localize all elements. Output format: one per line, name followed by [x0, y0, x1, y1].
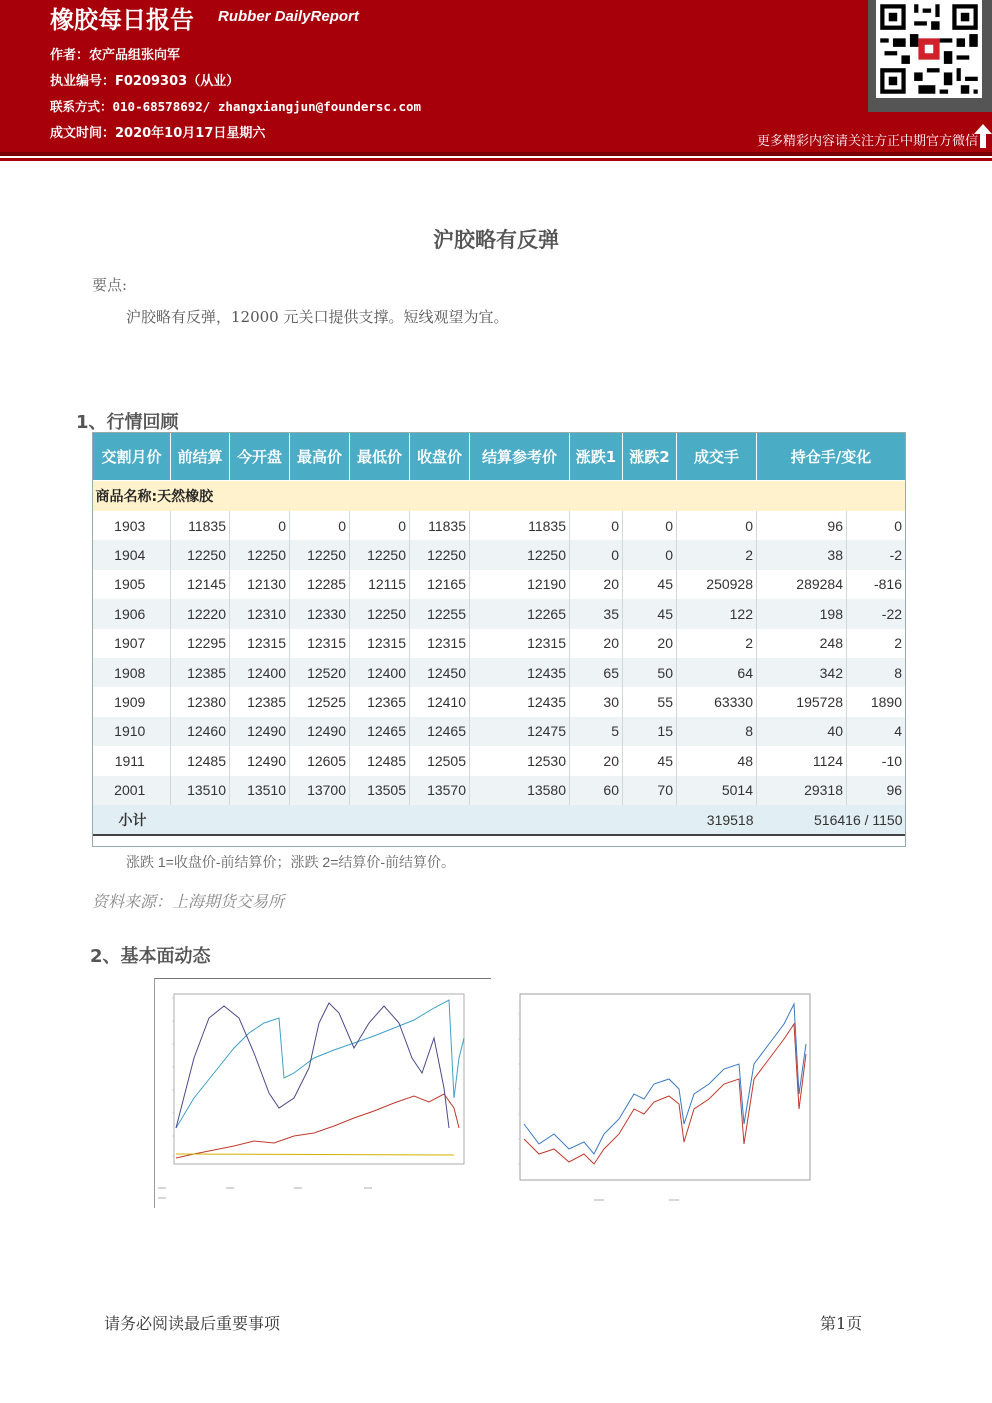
table-cell: 0: [623, 511, 677, 540]
table-row: [93, 599, 906, 628]
table-cell: -22: [847, 599, 906, 628]
table-cell: 12250: [230, 540, 290, 569]
table-cell: 12250: [350, 599, 410, 628]
table-cell: 12190: [470, 570, 570, 599]
col-header: 涨跌2: [623, 433, 677, 481]
table-cell: 12485: [171, 746, 230, 775]
table-cell: 0: [290, 511, 350, 540]
subtotal-label: 小计: [93, 805, 677, 835]
table-cell: 12250: [410, 540, 470, 569]
table-cell: 289284: [757, 570, 847, 599]
table-cell: 20: [570, 570, 623, 599]
table-cell: 45: [623, 599, 677, 628]
inventory-price-chart: [154, 978, 491, 1208]
table-cell: 35: [570, 599, 623, 628]
table-cell: 1906: [93, 599, 171, 628]
table-cell: 30: [570, 687, 623, 716]
arrow-up-icon: [974, 124, 992, 148]
table-cell: 1910: [93, 717, 171, 746]
table-cell: 342: [757, 658, 847, 687]
table-row: [93, 746, 906, 775]
table-cell: 12145: [171, 570, 230, 599]
page-number: 第1页: [820, 1314, 863, 1333]
table-cell: 12385: [230, 687, 290, 716]
table-cell: 13700: [290, 776, 350, 805]
table-cell: 12380: [171, 687, 230, 716]
table-cell: 12250: [350, 540, 410, 569]
table-cell: 50: [623, 658, 677, 687]
table-cell: 12490: [230, 746, 290, 775]
table-cell: 11835: [410, 511, 470, 540]
table-cell: 12315: [290, 629, 350, 658]
col-header: 交割月价: [93, 433, 171, 481]
table-cell: 8: [847, 658, 906, 687]
table-cell: 96: [847, 776, 906, 805]
product-name: 商品名称:天然橡胶: [93, 481, 906, 512]
stock-chart: [494, 984, 838, 1210]
table-cell: 13510: [171, 776, 230, 805]
col-header: 持仓手/变化: [757, 433, 906, 481]
table-cell: 1911: [93, 746, 171, 775]
table-cell: 11835: [470, 511, 570, 540]
table-cell: 63330: [677, 687, 757, 716]
table-cell: 12315: [350, 629, 410, 658]
table-note: 涨跌 1=收盘价-前结算价；涨跌 2=结算价-前结算价。: [126, 854, 456, 870]
table-row: [93, 717, 906, 746]
table-cell: 1909: [93, 687, 171, 716]
table-cell: -2: [847, 540, 906, 569]
table-cell: 12505: [410, 746, 470, 775]
table-cell: 1903: [93, 511, 171, 540]
table-row: [93, 540, 906, 569]
table-cell: 12465: [410, 717, 470, 746]
col-header: 今开盘: [230, 433, 290, 481]
table-cell: 20: [570, 746, 623, 775]
col-header: 最高价: [290, 433, 350, 481]
table-row: [93, 776, 906, 805]
table-cell: 96: [757, 511, 847, 540]
table-cell: 12520: [290, 658, 350, 687]
table-cell: 12435: [470, 658, 570, 687]
table-cell: 12465: [350, 717, 410, 746]
report-title-cn: 橡胶每日报告: [50, 6, 194, 34]
table-cell: 12385: [171, 658, 230, 687]
table-cell: 45: [623, 746, 677, 775]
col-header: 结算参考价: [470, 433, 570, 481]
table-cell: 0: [847, 511, 906, 540]
key-points-text: 沪胶略有反弹，12000 元关口提供支撑。短线观望为宜。: [126, 308, 509, 326]
table-header-row: [93, 433, 906, 481]
table-cell: 12525: [290, 687, 350, 716]
table-cell: 0: [230, 511, 290, 540]
table-cell: 12295: [171, 629, 230, 658]
table-cell: 2001: [93, 776, 171, 805]
table-cell: 1124: [757, 746, 847, 775]
table-cell: 12400: [350, 658, 410, 687]
table-cell: 12250: [171, 540, 230, 569]
table-cell: 8: [677, 717, 757, 746]
data-source: 资料来源：上海期货交易所: [92, 892, 285, 911]
col-header: 前结算: [171, 433, 230, 481]
table-cell: 64: [677, 658, 757, 687]
table-cell: 12315: [410, 629, 470, 658]
table-cell: 55: [623, 687, 677, 716]
section-fundamentals-title: 2、基本面动态: [90, 946, 211, 967]
table-cell: 0: [350, 511, 410, 540]
table-cell: 5: [570, 717, 623, 746]
table-cell: 1907: [93, 629, 171, 658]
table-cell: -816: [847, 570, 906, 599]
table-cell: 12460: [171, 717, 230, 746]
table-cell: 12330: [290, 599, 350, 628]
table-cell: 70: [623, 776, 677, 805]
author-line: 作者：农产品组张向军: [50, 48, 181, 63]
table-row: [93, 570, 906, 599]
table-cell: 1890: [847, 687, 906, 716]
table-cell: 12400: [230, 658, 290, 687]
section-market-review-title: 1、行情回顾: [76, 412, 179, 433]
table-cell: 48: [677, 746, 757, 775]
col-header: 最低价: [350, 433, 410, 481]
table-row: [93, 658, 906, 687]
table-row: [93, 511, 906, 540]
table-cell: 12450: [410, 658, 470, 687]
license-line: 执业编号：F0209303（从业）: [50, 74, 240, 89]
table-cell: 12285: [290, 570, 350, 599]
table-cell: 12265: [470, 599, 570, 628]
table-cell: 12475: [470, 717, 570, 746]
table-cell: 20: [570, 629, 623, 658]
table-cell: 38: [757, 540, 847, 569]
date-line: 成文时间：2020年10月17日星期六: [50, 126, 266, 141]
table-cell: 122: [677, 599, 757, 628]
col-header: 收盘价: [410, 433, 470, 481]
table-row: [93, 629, 906, 658]
qr-code-icon: [876, 0, 982, 98]
table-cell: 60: [570, 776, 623, 805]
wechat-promo: 更多精彩内容请关注方正中期官方微信: [756, 134, 978, 149]
table-cell: 2: [677, 540, 757, 569]
footer-disclaimer: 请务必阅读最后重要事项: [104, 1314, 281, 1333]
table-cell: 12220: [171, 599, 230, 628]
table-cell: 248: [757, 629, 847, 658]
col-header: 成交手: [677, 433, 757, 481]
table-cell: 12530: [470, 746, 570, 775]
key-points-label: 要点:: [92, 276, 128, 294]
table-cell: 5014: [677, 776, 757, 805]
table-cell: 20: [623, 629, 677, 658]
table-cell: 1905: [93, 570, 171, 599]
table-cell: 13505: [350, 776, 410, 805]
table-row: [93, 687, 906, 716]
table-cell: 13570: [410, 776, 470, 805]
table-cell: 1904: [93, 540, 171, 569]
col-header: 涨跌1: [570, 433, 623, 481]
table-cell: 65: [570, 658, 623, 687]
table-cell: 12250: [290, 540, 350, 569]
table-cell: 0: [677, 511, 757, 540]
table-cell: 12490: [290, 717, 350, 746]
table-cell: 195728: [757, 687, 847, 716]
table-cell: 4: [847, 717, 906, 746]
table-cell: 12250: [470, 540, 570, 569]
table-cell: 12490: [230, 717, 290, 746]
table-cell: 12310: [230, 599, 290, 628]
table-cell: 198: [757, 599, 847, 628]
table-cell: 12130: [230, 570, 290, 599]
table-cell: 13510: [230, 776, 290, 805]
table-cell: 12115: [350, 570, 410, 599]
market-table: [92, 432, 906, 836]
subtotal-volume: 319518: [677, 805, 757, 835]
table-cell: 12365: [350, 687, 410, 716]
table-cell: 2: [677, 629, 757, 658]
table-cell: 250928: [677, 570, 757, 599]
table-cell: 2: [847, 629, 906, 658]
table-cell: 29318: [757, 776, 847, 805]
table-cell: 15: [623, 717, 677, 746]
table-cell: 12315: [470, 629, 570, 658]
table-cell: 0: [570, 540, 623, 569]
table-cell: 1908: [93, 658, 171, 687]
table-cell: 0: [570, 511, 623, 540]
table-cell: 12315: [230, 629, 290, 658]
table-cell: 12605: [290, 746, 350, 775]
table-cell: 40: [757, 717, 847, 746]
report-headline: 沪胶略有反弹: [433, 228, 559, 252]
product-name-row: [93, 481, 906, 512]
table-cell: -10: [847, 746, 906, 775]
table-cell: 11835: [171, 511, 230, 540]
header-divider: [0, 152, 992, 156]
table-cell: 0: [623, 540, 677, 569]
report-title-en: Rubber DailyReport: [218, 8, 359, 25]
table-cell: 12410: [410, 687, 470, 716]
table-cell: 12165: [410, 570, 470, 599]
table-cell: 12255: [410, 599, 470, 628]
subtotal-row: [93, 805, 906, 835]
contact-line: 联系方式：010-68578692/ zhangxiangjun@foundersc.com: [50, 99, 422, 114]
table-cell: 12435: [470, 687, 570, 716]
table-cell: 13580: [470, 776, 570, 805]
header-divider-thin: [0, 158, 992, 161]
table-cell: 45: [623, 570, 677, 599]
table-cell: 12485: [350, 746, 410, 775]
subtotal-open-interest: 516416 / 1150: [757, 805, 906, 835]
